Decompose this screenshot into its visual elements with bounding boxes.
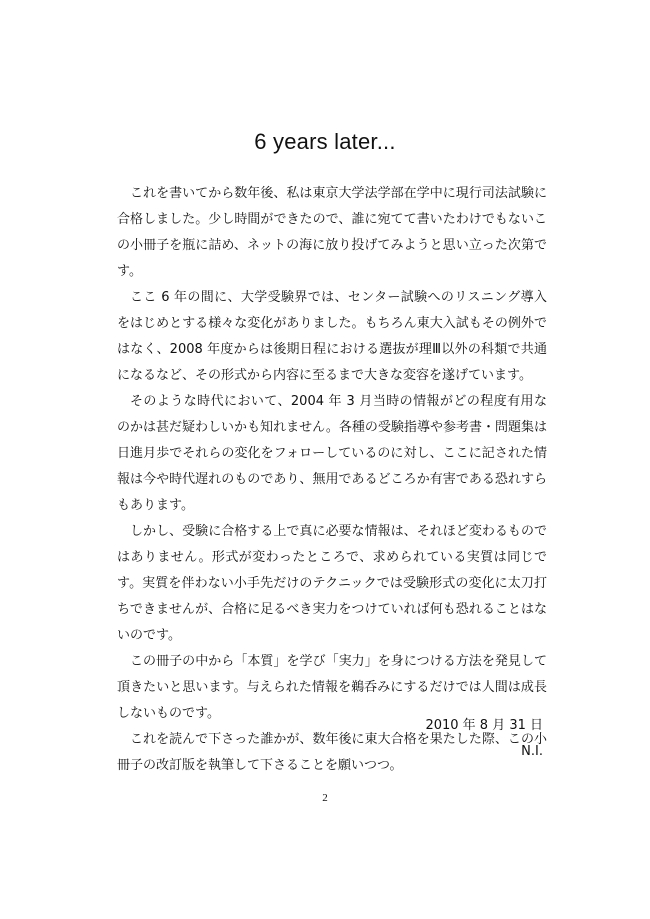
paragraph-2: ここ 6 年の間に、大学受験界では、センター試験へのリスニング導入をはじめとする様々な変化がありました。もちろん東大入試もその例外ではなく、2008 年度からは後期日程における選抜が理Ⅲ以外の科類で共通になるなど、その形式から内容に至るまで大きな変容を遂げています。 [117,290,547,383]
paragraph-4: しかし、受験に合格する上で真に必要な情報は、それほど変わるものではありません。形式が変わったところで、求められている実質は同じです。実質を伴わない小手先だけのテクニックでは受験形式の変化に太刀打ちできませんが、合格に足るべき実力をつけていれば何も恐れることはないのです。 [117,524,547,643]
paragraph-3: そのような時代において、2004 年 3 月当時の情報がどの程度有用なのかは甚だ疑わしいかも知れません。各種の受験指導や参考書・問題集は日進月歩でそれらの変化をフォローしているのに対し、ここに記された情報は今や時代遅れのものであり、無用であるどころか有害である恐れすらもあります。 [117,394,547,513]
page-title: 6 years later... [254,129,396,154]
paragraph-6: これを読んで下さった誰かが、数年後に東大合格を果たした際、この小冊子の改訂版を執筆して下さることを願いつつ。 [117,732,547,773]
page-number: 2 [322,792,328,804]
body-text [117,181,547,779]
paragraph-1: これを書いてから数年後、私は東京大学法学部在学中に現行司法試験に合格しました。少し時間ができたので、誰に宛てて書いたわけでもないこの小冊子を瓶に詰め、ネットの海に放り投げてみようと思い立った次第です。 [117,186,547,279]
closing-block [425,713,543,765]
paragraph-5: この冊子の中から「本質」を学び「実力」を身につける方法を発見して頂きたいと思います。与えられた情報を鵜呑みにするだけでは人間は成長しないものです。 [117,654,547,721]
date-line: 2010 年 8 月 31 日 [425,718,543,733]
signature: N.I. [521,744,543,759]
